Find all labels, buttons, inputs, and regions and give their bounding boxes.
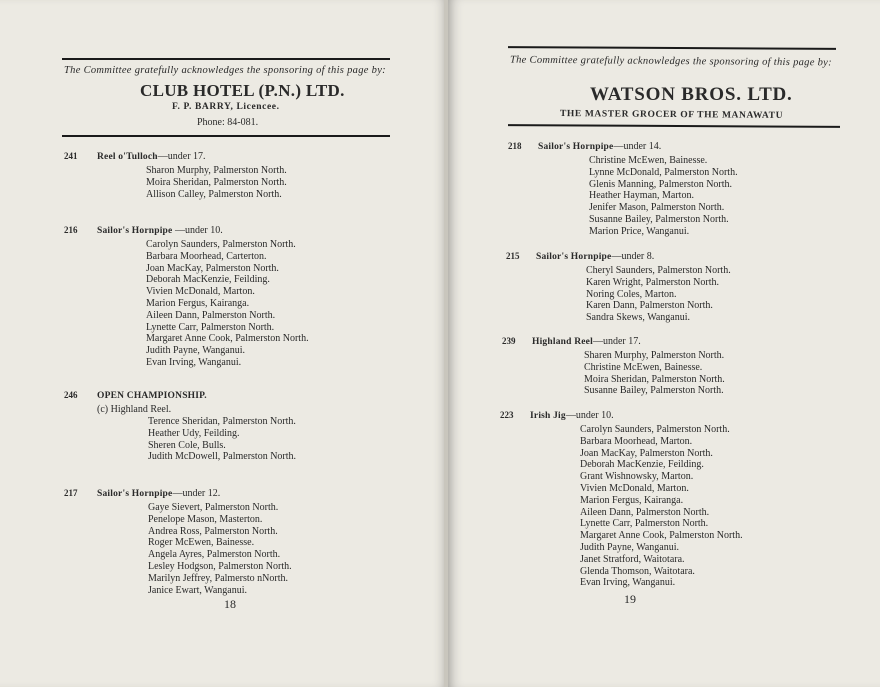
event-detail: —under 8. [611,251,655,262]
event-detail: —under 17. [592,336,641,347]
entry: Marion Price, Wanganui. [589,225,690,237]
event-title: Sailor's Hornpipe [538,142,614,152]
entry: Noring Coles, Marton. [586,288,677,300]
top-rule [62,58,390,60]
entry: Lynette Carr, Palmerston North. [146,321,275,333]
sponsor-acknowledgement: The Committee gratefully acknowledges the sponsoring of this page by: [64,65,386,76]
entry: Grant Wishnowsky, Marton. [580,471,694,483]
entry: Karen Dann, Palmerston North. [586,300,713,312]
entry: Janet Stratford, Waitotara. [580,553,685,565]
entry: Judith Payne, Wanganui. [580,541,679,553]
entry: Marion Fergus, Kairanga. [580,494,684,506]
bottom-rule [62,135,390,137]
event-title: Highland Reel [532,337,593,347]
event-detail: —under 17. [157,151,206,162]
phone-line: Phone: 84-081. [197,117,259,128]
sponsor-tagline: THE MASTER GROCER OF THE MANAWATU [559,109,784,121]
sponsor-name: CLUB HOTEL (P.N.) LTD. [140,81,345,100]
event-number: 218 [508,141,522,151]
entry: Glenis Manning, Palmerston North. [589,178,733,190]
entry: Sandra Skews, Wanganui. [586,312,690,324]
entry: Vivien McDonald, Marton. [146,286,255,298]
entry: Roger McEwen, Bainesse. [148,537,255,549]
event-detail: —under 12. [172,488,221,499]
entry: Vivien McDonald, Marton. [580,482,689,494]
entry: Allison Calley, Palmerston North. [146,188,282,200]
entry: Andrea Ross, Palmerston North. [148,525,278,537]
entry: Barbara Moorhead, Marton. [580,435,693,447]
sponsor-acknowledgement: The Committee gratefully acknowledges the sponsoring of this page by: [509,54,832,69]
entry: Heather Hayman, Marton. [589,190,694,202]
event-detail: —under 10. [565,410,614,421]
entry: Margaret Anne Cook, Palmerston North. [580,530,743,542]
event-detail: —under 10. [172,225,223,236]
entry: Penelope Mason, Masterton. [148,513,263,525]
event-216 [64,225,309,369]
event-title: Sailor's Hornpipe [97,489,173,499]
entry: Sharen Murphy, Palmerston North. [584,350,725,361]
event-218 [508,141,738,238]
event-detail: —under 14. [613,141,662,152]
entry: Barbara Moorhead, Carterton. [146,250,267,262]
entry: Margaret Anne Cook, Palmerston North. [146,333,309,345]
entry: Karen Wright, Palmerston North. [586,276,719,288]
entry: Aileen Dann, Palmerston North. [146,309,276,321]
entry: Angela Ayres, Palmerston North. [148,549,281,561]
entry: Deborah MacKenzie, Feilding. [580,459,704,471]
entry: Lesley Hodgson, Palmerston North. [148,560,292,572]
entry: Marion Fergus, Kairanga. [146,297,250,309]
event-217 [64,488,292,596]
event-215 [506,251,731,324]
entry: Glenda Thomson, Waitotara. [580,565,695,577]
event-246 [64,390,296,463]
entry: Moira Sheridan, Palmerston North. [146,176,287,188]
event-241 [64,151,287,200]
entry: Susanne Bailey, Palmerston North. [584,385,724,397]
entry: Aileen Dann, Palmerston North. [580,506,710,518]
event-title: Irish Jig [530,411,566,421]
event-239 [502,336,725,397]
event-title: OPEN CHAMPIONSHIP. [97,391,207,401]
entry: Evan Irving, Wanganui. [146,356,242,368]
entry: Deborah MacKenzie, Feilding. [146,274,270,286]
entry: Lynette Carr, Palmerston North. [580,518,709,530]
entry: Gaye Sievert, Palmerston North. [148,502,279,513]
entry: Jenifer Mason, Palmerston North. [589,202,725,214]
entry: Carolyn Saunders, Palmerston North. [580,424,730,435]
top-rule [508,46,836,50]
entry: Susanne Bailey, Palmerston North. [589,213,729,225]
licensee-line: F. P. BARRY, Licencee. [172,102,280,112]
event-title: Sailor's Hornpipe [536,252,612,262]
event-number: 217 [64,488,78,498]
event-number: 223 [500,410,514,420]
event-subtitle: (c) Highland Reel. [97,404,172,415]
entry: Sheren Cole, Bulls. [148,439,226,451]
entry: Christine McEwen, Bainesse. [584,361,703,373]
event-title: Sailor's Hornpipe [97,226,173,236]
entry: Janice Ewart, Wanganui. [148,584,247,596]
bottom-rule [508,124,840,128]
sponsor-name: WATSON BROS. LTD. [590,84,793,105]
entry: Carolyn Saunders, Palmerston North. [146,239,296,250]
entry: Sharon Murphy, Palmerston North. [146,165,287,176]
entry: Heather Udy, Feilding. [148,427,240,439]
event-number: 215 [506,251,520,261]
right-page [448,0,880,687]
entry: Christine McEwen, Bainesse. [589,155,708,166]
entry: Judith Payne, Wanganui. [146,345,245,357]
entry: Joan MacKay, Palmerston North. [580,447,713,459]
event-223 [500,410,743,589]
event-number: 239 [502,336,516,346]
entry: Cheryl Saunders, Palmerston North. [586,265,731,276]
entry: Marilyn Jeffrey, Palmersto nNorth. [148,572,288,584]
event-number: 246 [64,390,78,400]
event-title: Reel o'Tulloch [97,152,158,162]
entry: Moira Sheridan, Palmerston North. [584,373,725,385]
page-number: 18 [224,597,236,611]
event-number: 216 [64,225,78,235]
entry: Evan Irving, Wanganui. [580,577,676,589]
entry: Terence Sheridan, Palmerston North. [148,416,296,427]
entry: Judith McDowell, Palmerston North. [148,451,297,463]
entry: Lynne McDonald, Palmerston North. [589,166,738,178]
event-number: 241 [64,151,78,161]
entry: Joan MacKay, Palmerston North. [146,262,279,274]
page-number: 19 [624,592,636,606]
